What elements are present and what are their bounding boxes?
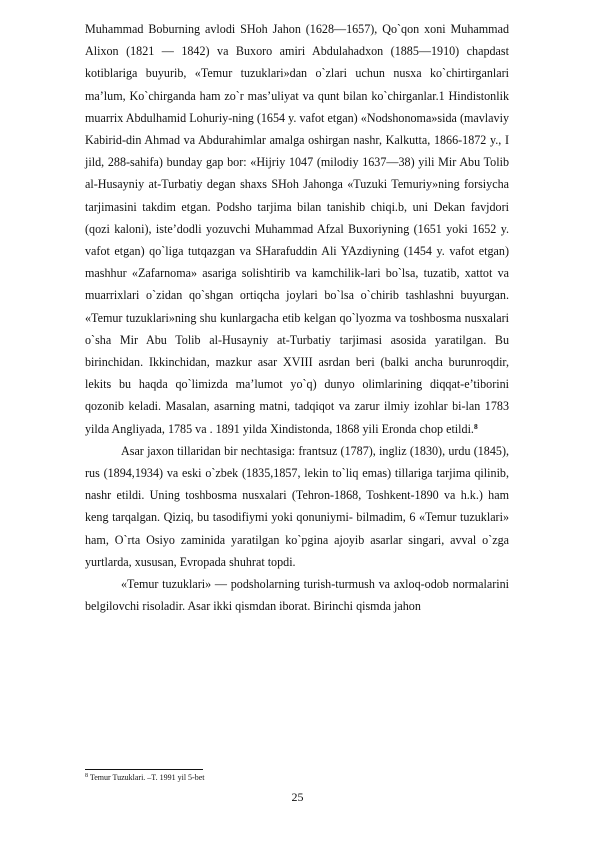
footnote-reference[interactable]: 8	[473, 421, 478, 431]
paragraph-1	[85, 18, 509, 440]
footnote-marker: 8	[85, 773, 88, 779]
paragraph-1-text: Muhammad Boburning avlodi SHoh Jahon (1628—1657), Qo`qon xoni Muhammad Alixon (1821 — 1842) va Buxoro amiri Abdulahadxon (1885—1910) chapdast kotiblariga buyurib, «Temur tuzuklari»dan o`zlari uchun nusxa ko`chirtirganlari ma’lum, Ko`chirganda ham zo`r mas’uliyat va qunt bilan ko`chirganlar.1 Hindistonlik muarrix Abdulhamid Lohuriy-ning (1654 y. vafot etgan) «Nodshonoma»sida (mavlaviy Kabirid-din Ahmad va Abdurahimlar amalga oshirgan nashr, Kalkutta, 1866-1872 y., I jild, 288-sahifa) bunday gap bor: «Hijriy 1047 (milodiy 1637—38) yili Mir Abu Tolib al-Husayniy at-Turbatiy degan shaxs SHoh Jahonga «Tuzuki Temuriy»ning forsiycha tarjimasini takdim etgan. Podsho tarjima bilan tanishib chiqi.b, uni Dekan favjdori (qozi kaloni), iste’dodli yozuvchi Muhammad Afzal Buxoriyning (1651 yoki 1652 y. vafot etgan) qo`liga tutqazgan va SHarafuddin Ali YAzdiyning (1454 y. vafot etgan) mashhur «Zafarnoma» asariga solishtirib va kamchilik-lari bo`lsa, tuzatib, xattot va muarrixlari o`zidan qo`shgan ortiqcha joylari bo`lsa o`chirib tashlashni buyurgan. «Temur tuzuklari»ning shu kunlargacha etib kelgan qo`lyozma va toshbosma nusxalari o`sha Mir Abu Tolib al-Husayniy at-Turbatiy tarjimasi asosida yaratilgan. Bu birinchidan. Ikkinchidan, mazkur asar XVIII asrdan beri (balki ancha burunroqdir, lekits bu haqda qo`limizda ma’lumot yo`q) dunyo olimlarining diqqat-e’tiborini qozonib keladi. Masalan, asarning matni, tadqiqot va zarur ilmiy izohlar bi-lan 1783 yilda Angliyada, 1785 va . 1891 yilda Xindistonda, 1868 yili Eronda chop etildi.	[85, 22, 509, 436]
paragraph-2: Asar jaxon tillaridan bir nechtasiga: frantsuz (1787), ingliz (1830), urdu (1845), rus (1894,1934) va eski o`zbek (1835,1857, lekin to`liq emas) tillariga tarjima qilinib, nashr etildi. Uning toshbosma nusxalari (Tehron-1868, Toshkent-1890 va h.k.) ham keng tarqalgan. Qiziq, bu tasodifiymi yoki qonuniymi- bilmadim, 6 «Temur tuzuklari» ham, O`rta Osiyo zaminida yaratilgan ko`pgina ajoyib asarlar singari, avval o`zga yurtlarda, xususan, Evropada shuhrat topdi.	[85, 443, 509, 569]
footnote	[85, 772, 509, 783]
paragraph-3: «Temur tuzuklari» — podsholarning turish-turmush va axloq-odob normalarini belgilovchi risoladir. Asar ikki qismdan iborat. Birinchi qismda jahon	[85, 577, 509, 614]
footnote-text: Temur Tuzuklari. –T. 1991 yil 5-bet	[89, 773, 205, 782]
body-text	[85, 18, 509, 617]
page-number: 25	[291, 790, 304, 804]
footnote-divider	[85, 769, 203, 770]
